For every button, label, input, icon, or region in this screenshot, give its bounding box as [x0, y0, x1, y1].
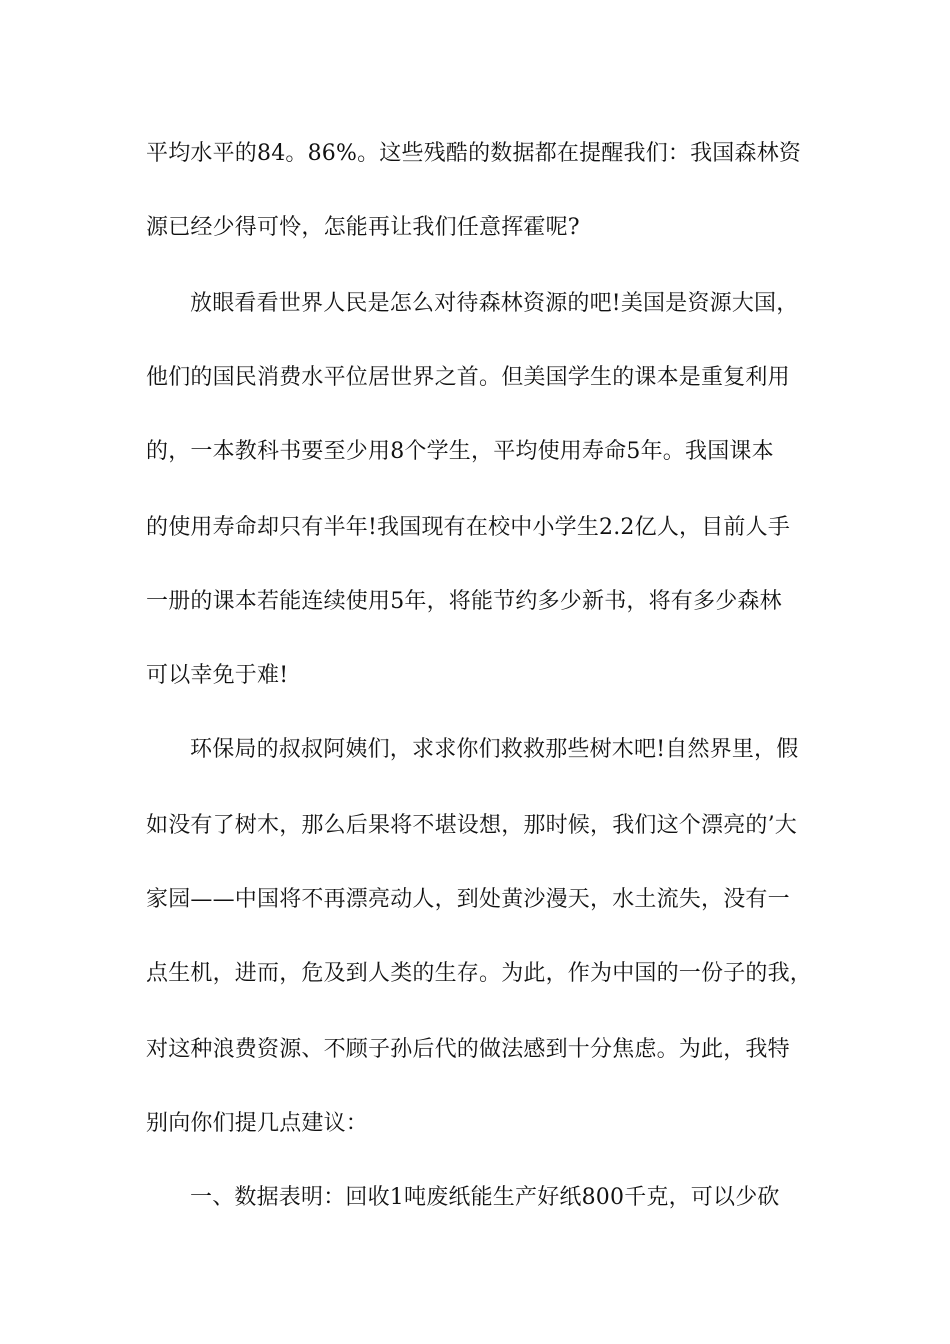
text-line: 对这种浪费资源、不顾子孙后代的做法感到十分焦虑。为此，我特	[146, 1037, 790, 1062]
text-line: 可以幸免于难!	[146, 663, 289, 688]
text-line: 家园——中国将不再漂亮动人，到处黄沙漫天，水土流失，没有一	[146, 887, 790, 912]
text-line: 别向你们提几点建议：	[146, 1111, 369, 1136]
text-line: 的使用寿命却只有半年!我国现有在校中小学生2.2亿人，目前人手	[146, 515, 791, 540]
text-line: 点生机，进而，危及到人类的生存。为此，作为中国的一份子的我，	[146, 961, 813, 986]
text-line: 的，一本教科书要至少用8个学生，平均使用寿命5年。我国课本	[146, 439, 774, 464]
text-line: 一册的课本若能连续使用5年，将能节约多少新书，将有多少森林	[146, 589, 782, 614]
text-line: 他们的国民消费水平位居世界之首。但美国学生的课本是重复利用	[146, 365, 790, 390]
text-line: 源已经少得可怜，怎能再让我们任意挥霍呢?	[146, 215, 580, 240]
paragraph-start-line: 放眼看看世界人民是怎么对待森林资源的吧!美国是资源大国，	[190, 291, 799, 316]
paragraph-start-line: 一、数据表明：回收1吨废纸能生产好纸800千克，可以少砍	[190, 1185, 780, 1210]
text-line: 如没有了树木，那么后果将不堪设想，那时候，我们这个漂亮的’大	[146, 813, 797, 838]
paragraph-start-line: 环保局的叔叔阿姨们，求求你们救救那些树木吧!自然界里，假	[190, 737, 799, 762]
text-line: 平均水平的84。86%。这些残酷的数据都在提醒我们：我国森林资	[146, 141, 802, 166]
